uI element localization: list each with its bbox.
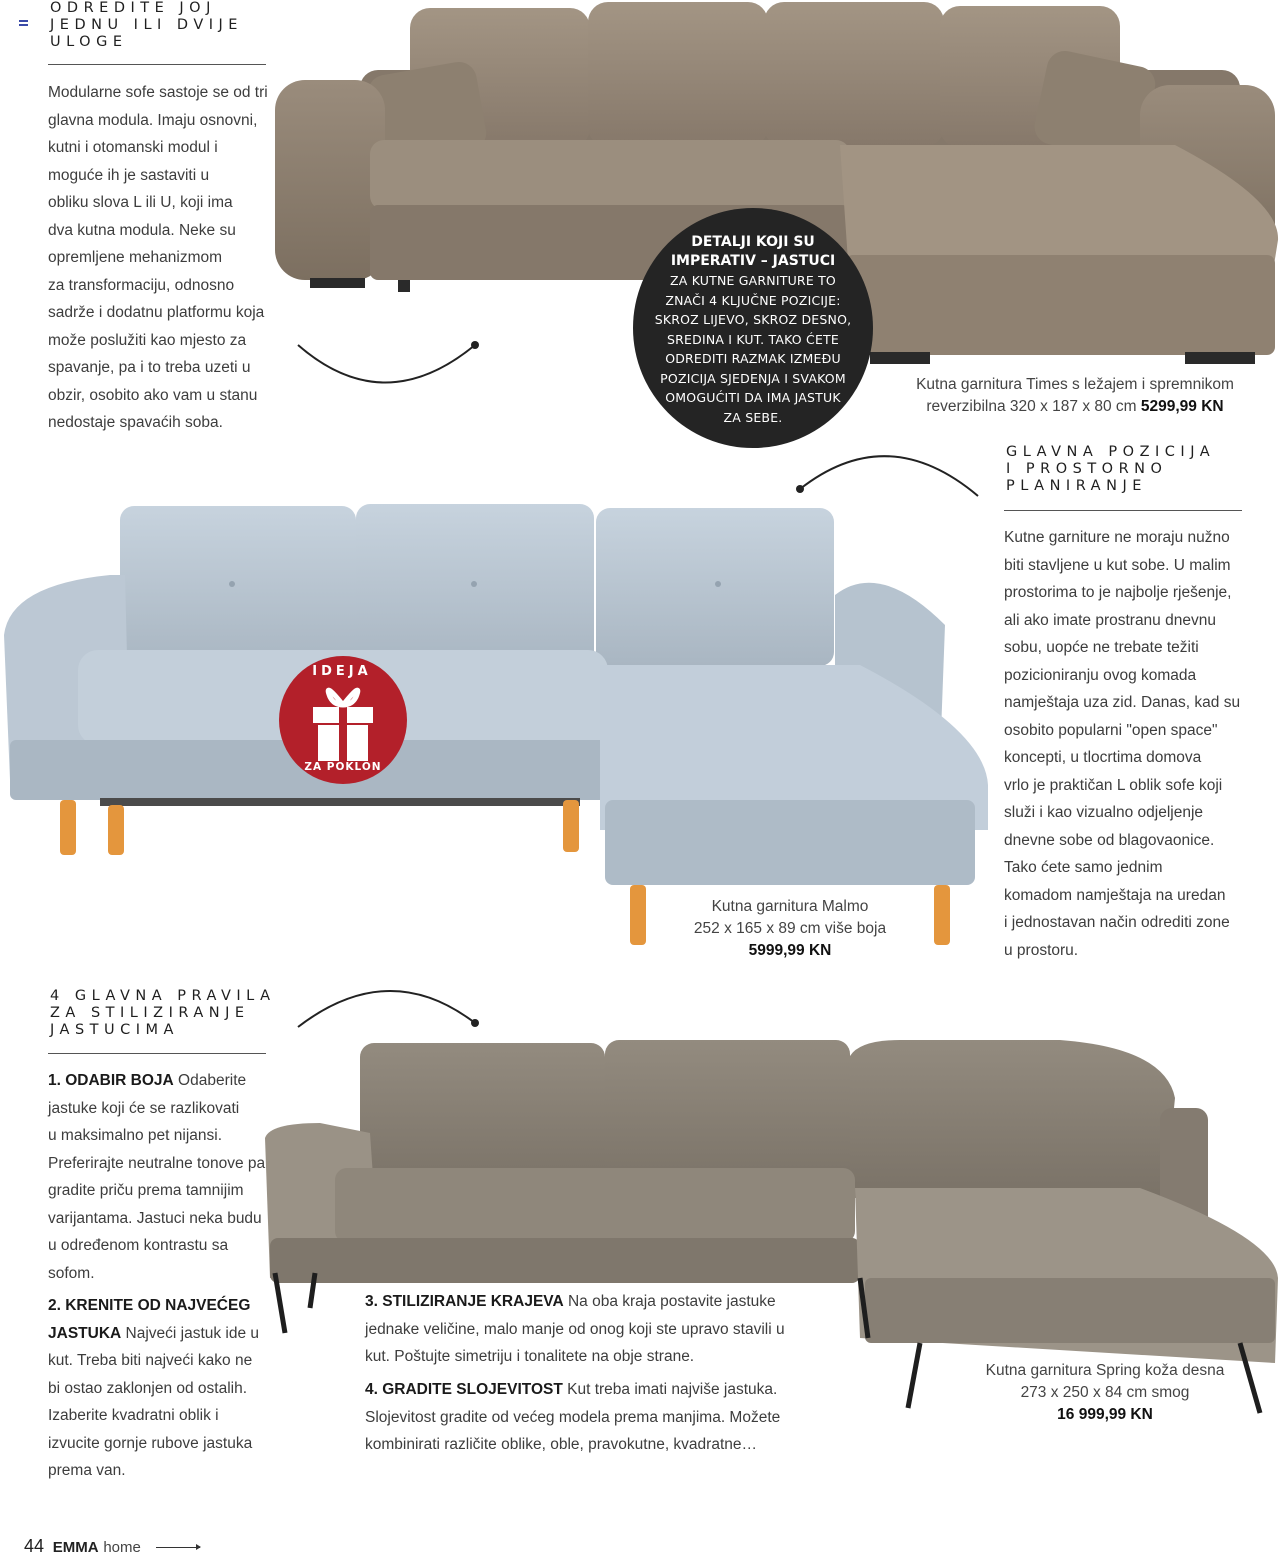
- text-line: Tako ćete samo jednim: [1004, 859, 1163, 876]
- badge-line: ODREDITI RAZMAK IZMEĐU: [665, 351, 841, 366]
- text-line: dva kutna modula. Neke su: [48, 221, 236, 239]
- text-line: i jednostavan način odrediti zone: [1004, 914, 1230, 931]
- text-line: Slojevitost gradite od većeg modela prema manjima. Možete: [365, 1408, 781, 1426]
- text-line: Najveći jastuk ide u: [121, 1324, 260, 1342]
- text-line: obzir, osobito ako vam u stanu: [48, 386, 258, 404]
- text-line: Kutne garniture ne moraju nužno: [1004, 529, 1230, 546]
- text-line: nedostaje spavaćih soba.: [48, 414, 223, 431]
- divider: [48, 1053, 266, 1054]
- text-line: vrlo je praktičan L oblik sofe koji: [1004, 776, 1223, 794]
- heading-line: ODREDITE JOJ: [50, 0, 216, 16]
- product-dimensions: 273 x 250 x 84 cm smog: [1020, 1384, 1190, 1401]
- rule-title: 4. GRADITE SLOJEVITOST: [365, 1381, 563, 1398]
- text-line: varijantama. Jastuci neka budu: [48, 1209, 262, 1227]
- heading-line: I PROSTORNO: [1006, 461, 1168, 477]
- badge-line: SKROZ LIJEVO, SKROZ DESNO,: [654, 312, 852, 327]
- brand-name: EMMA: [52, 1539, 99, 1556]
- rule-title: JASTUKA: [48, 1324, 122, 1342]
- text-line: moguće ih je sastaviti u: [48, 166, 210, 184]
- arc-arrow-icon: [793, 440, 983, 500]
- page-footer: [24, 1536, 200, 1557]
- heading-line: GLAVNA POZICIJA: [1006, 444, 1216, 460]
- product-caption: [880, 374, 1270, 418]
- text-line: Preferirajte neutralne tonove pa: [48, 1154, 266, 1172]
- divider: [1004, 510, 1242, 511]
- badge-line: ZNAČI 4 KLJUČNE POZICIJE:: [665, 292, 841, 308]
- text-line: sadrže i dodatnu platformu koja: [48, 304, 265, 321]
- rule-2-text: [48, 1292, 273, 1485]
- text-line: Izaberite kvadratni oblik i: [48, 1407, 219, 1424]
- flag-icon: [19, 20, 28, 29]
- badge-line: POZICIJA SJEDENJA I SVAKOM: [660, 370, 846, 386]
- gift-badge: [278, 655, 408, 785]
- product-name: Kutna garnitura Spring koža desna: [985, 1362, 1225, 1379]
- product-price: 5299,99 KN: [1140, 398, 1224, 415]
- text-line: biti stavljene u kut sobe. U malim: [1004, 556, 1231, 574]
- rule-title: 1. ODABIR BOJA: [48, 1072, 174, 1089]
- text-line: bi ostao zaklonjen od ostalih.: [48, 1379, 248, 1397]
- text-line: opremljene mehanizmom: [48, 249, 223, 266]
- text-line: sofom.: [48, 1264, 95, 1282]
- text-line: u maksimalno pet nijansi.: [48, 1127, 223, 1144]
- text-line: prostorima to je najbolje rješenje,: [1004, 584, 1232, 601]
- section2-paragraph: [1004, 524, 1264, 964]
- page-number: 44: [24, 1536, 45, 1556]
- text-line: Kut treba imati najviše jastuka.: [562, 1381, 778, 1398]
- text-line: dnevne sobe od blagovaonice.: [1004, 831, 1215, 849]
- text-line: kut. Treba biti najveći kako ne: [48, 1352, 253, 1369]
- heading-line: PLANIRANJE: [1006, 478, 1147, 494]
- text-line: pozicioniranju ovog komada: [1004, 666, 1197, 684]
- heading-line: ZA STILIZIRANJE: [50, 1005, 250, 1021]
- intro-paragraph: [48, 79, 278, 437]
- heading-line: ULOGE: [50, 34, 128, 50]
- arc-arrow-icon: [294, 972, 484, 1032]
- text-line: glavna modula. Imaju osnovni,: [48, 111, 258, 129]
- rule-1-text: [48, 1067, 273, 1287]
- divider: [48, 64, 266, 65]
- text-line: komadom namještaja na uredan: [1004, 886, 1226, 904]
- text-line: u određenom kontrastu sa: [48, 1237, 229, 1254]
- sofa-malmo-image: [0, 500, 995, 950]
- text-line: izvucite gornje rubove jastuka: [48, 1434, 253, 1452]
- section2-heading: [1006, 444, 1215, 495]
- intro-heading: [50, 0, 243, 51]
- text-line: gradite priču prema tamnijim: [48, 1182, 244, 1199]
- rule-4-text: [365, 1376, 805, 1459]
- badge-line: OMOGUĆITI DA IMA JASTUK: [665, 390, 841, 405]
- brand-sub: home: [103, 1539, 141, 1556]
- text-line: jednake veličine, malo manje od onog koji ste upravo stavili u: [365, 1320, 785, 1338]
- text-line: kut. Poštujte simetriju i tonalitete na obje strane.: [365, 1348, 695, 1365]
- badge-title: IMPERATIV – JASTUCI: [670, 253, 836, 269]
- heading-line: JASTUCIMA: [50, 1022, 179, 1038]
- rule-title: 3. STILIZIRANJE KRAJEVA: [365, 1293, 564, 1310]
- product-price: 16 999,99 KN: [1057, 1406, 1153, 1423]
- product-name: Kutna garnitura Times s ležajem i spremnikom: [916, 376, 1234, 393]
- badge-line: ZA KUTNE GARNITURE TO: [670, 273, 836, 288]
- text-line: kutni i otomanski modul i: [48, 139, 218, 156]
- text-line: Odaberite: [173, 1072, 247, 1089]
- text-line: Na oba kraja postavite jastuke: [563, 1293, 776, 1310]
- product-caption: [960, 1360, 1250, 1426]
- text-line: obliku slova L ili U, koji ima: [48, 194, 233, 211]
- text-line: osobito popularni "open space": [1004, 721, 1218, 739]
- rule-3-text: [365, 1288, 805, 1371]
- arrow-right-icon: [156, 1547, 200, 1548]
- product-price: 5999,99 KN: [748, 942, 832, 959]
- gift-top-label: IDEJA: [312, 664, 372, 679]
- badge-title: DETALJI KOJI SU: [691, 234, 815, 250]
- text-line: Modularne sofe sastoje se od tri: [48, 84, 268, 101]
- info-badge: [633, 208, 873, 448]
- heading-line: JEDNU ILI DVIJE: [50, 17, 243, 33]
- text-line: spavanje, pa i to treba uzeti u: [48, 359, 251, 376]
- badge-line: ZA SEBE.: [723, 409, 783, 425]
- text-line: koncepti, u tlocrtima domova: [1004, 749, 1202, 766]
- text-line: sobu, uopće ne trebate težiti: [1004, 639, 1199, 656]
- text-line: namještaja uza zid. Danas, kad su: [1004, 694, 1241, 711]
- text-line: može poslužiti kao mjesto za: [48, 331, 247, 349]
- product-dimensions: reverzibilna 320 x 187 x 80 cm: [926, 398, 1137, 415]
- text-line: ali ako imate prostranu dnevnu: [1004, 611, 1216, 629]
- product-name: Kutna garnitura Malmo: [711, 898, 869, 915]
- product-dimensions: 252 x 165 x 89 cm više boja: [693, 920, 887, 937]
- text-line: jastuke koji će se razlikovati: [48, 1099, 240, 1117]
- text-line: kombinirati različite oblike, oble, pravokutne, kvadratne…: [365, 1436, 757, 1453]
- text-line: za transformaciju, odnosno: [48, 276, 235, 294]
- text-line: služi i kao vizualno odjeljenje: [1004, 804, 1204, 821]
- product-caption: [650, 896, 930, 962]
- text-line: u prostoru.: [1004, 941, 1079, 959]
- heading-line: 4 GLAVNA PRAVILA: [50, 988, 276, 1004]
- rule-title: 2. KRENITE OD NAJVEĆEG: [48, 1297, 251, 1314]
- text-line: prema van.: [48, 1462, 126, 1479]
- gift-bottom-label: ZA POKLON: [304, 761, 382, 773]
- badge-line: SREDINA I KUT. TAKO ĆETE: [667, 331, 839, 347]
- section3-heading: [50, 988, 276, 1039]
